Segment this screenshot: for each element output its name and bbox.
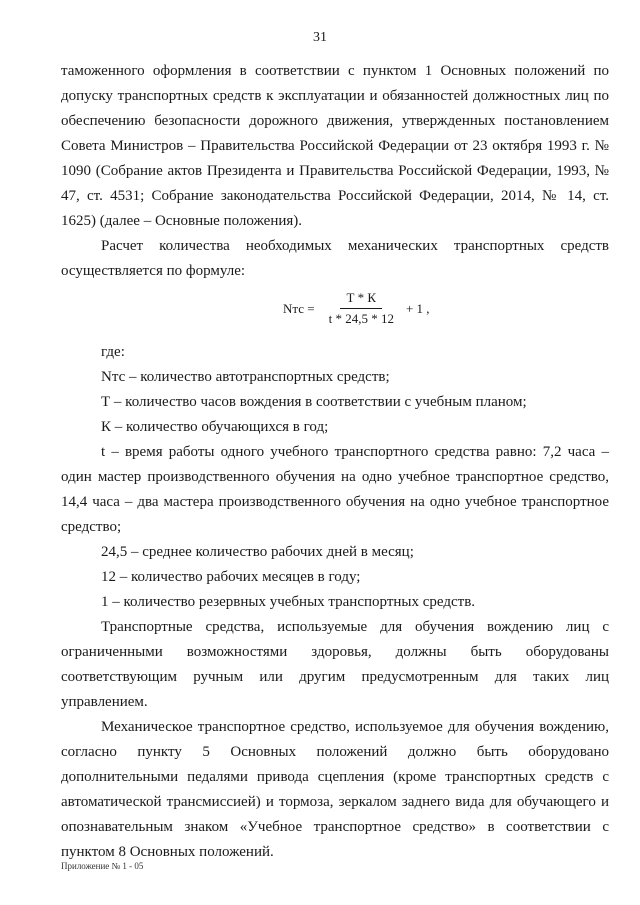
paragraph-formula-intro: Расчет количества необходимых механических транспортных средств осуществляется по формуле: bbox=[61, 238, 609, 279]
definition-t-hours: Т – количество часов вождения в соответствии с учебным планом; bbox=[101, 394, 527, 410]
paragraph-mechanical-vehicle: Механическое транспортное средство, используемое для обучения вождению, согласно пункту 5 Основных положений должно быть оборудовано дополнительными педалями привода сцепления (кроме транспортных средств с автоматической трансмиссией) и тормоза, зеркалом заднего вида для обучающего и опознавательным знаком «Учебное транспортное средство» в соответствии с пунктом 8 Основных положений. bbox=[61, 719, 609, 860]
formula-rhs: + 1 , bbox=[405, 301, 430, 316]
formula-denominator: t * 24,5 * 12 bbox=[328, 311, 394, 326]
formula-block bbox=[61, 284, 609, 340]
formula-lhs: Nтс = bbox=[283, 301, 315, 316]
formula-fraction bbox=[323, 290, 400, 327]
definition-k: К – количество обучающихся в год; bbox=[101, 419, 329, 435]
footer-appendix-label: Приложение № 1 - 05 bbox=[61, 861, 144, 871]
definition-1: 1 – количество резервных учебных транспортных средств. bbox=[101, 594, 476, 610]
definition-12: 12 – количество рабочих месяцев в году; bbox=[101, 569, 361, 585]
definition-t-time: t – время работы одного учебного транспортного средства равно: 7,2 часа – один мастер производственного обучения на одно учебное транспортное средство, 14,4 часа – два мастера производственного обучения на одно учебное транспортное средство; bbox=[61, 444, 609, 535]
definition-24-5: 24,5 – среднее количество рабочих дней в месяц; bbox=[101, 544, 414, 560]
definition-ntc: Nтс – количество автотранспортных средств; bbox=[101, 369, 390, 385]
where-label: где: bbox=[101, 344, 125, 360]
page-number: 31 bbox=[313, 30, 327, 45]
formula bbox=[283, 290, 430, 327]
paragraph-disabled-vehicles: Транспортные средства, используемые для обучения вождению лиц с ограниченными возможностями здоровья, должны быть оборудованы соответствующим ручным или другим предусмотренным для таких лиц управлением. bbox=[61, 619, 609, 710]
paragraph-continuation: таможенного оформления в соответствии с пунктом 1 Основных положений по допуску транспортных средств к эксплуатации и обязанностей должностных лиц по обеспечению безопасности дорожного движения, утвержденных постановлением Совета Министров – Правительства Российской Федерации от 23 октября 1993 г. № 1090 (Собрание актов Президента и Правительства Российской Федерации, 1993, № 47, ст. 4531; Собрание законодательства Российской Федерации, 2014, № 14, ст. 1625) (далее – Основные положения). bbox=[61, 63, 609, 229]
formula-numerator: Т * К bbox=[340, 290, 382, 309]
document-body bbox=[61, 59, 609, 865]
